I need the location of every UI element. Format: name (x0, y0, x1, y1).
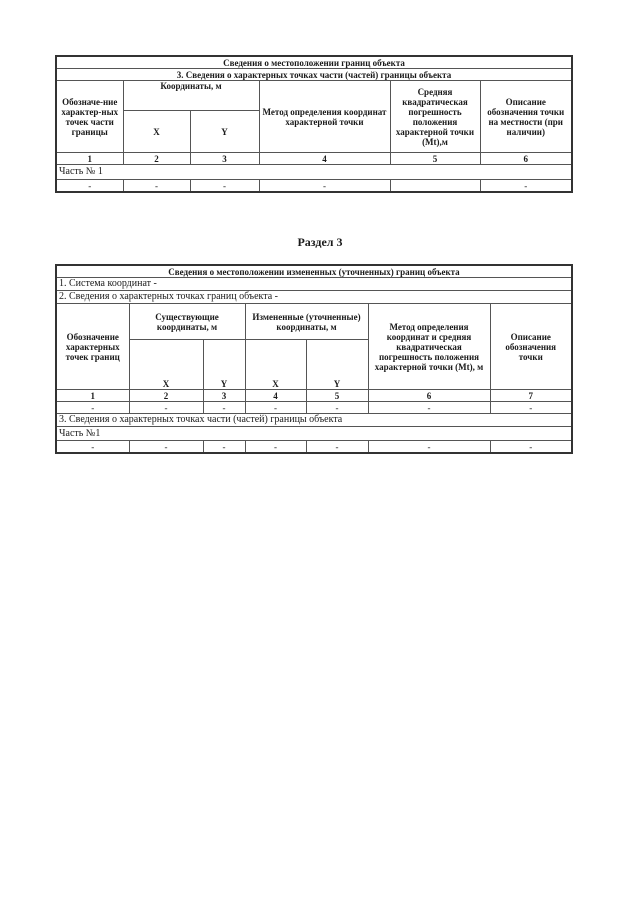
table-cell: - (56, 402, 129, 414)
table-cell: - (129, 402, 203, 414)
header-error: Средняя квадратическая погрешность положения характерной точки (Mt),м (390, 81, 480, 153)
header-description: Описание обозначения точки (490, 304, 572, 390)
table-cell: - (245, 441, 306, 454)
part-label: Часть № 1 (56, 165, 572, 180)
table-cell: - (56, 441, 129, 454)
coordinate-system-line: 1. Система координат - (56, 278, 572, 291)
col-number: 4 (245, 390, 306, 402)
col-number: 1 (56, 153, 123, 165)
col-number: 5 (306, 390, 368, 402)
table-cell: - (245, 402, 306, 414)
boundary-points-line: 2. Сведения о характерных точках границ объекта - (56, 291, 572, 304)
col-number: 1 (56, 390, 129, 402)
header-y: Y (203, 340, 245, 390)
table-cell: - (259, 180, 390, 193)
column-numbers-row (56, 153, 572, 165)
header-existing-coordinates: Существующие координаты, м (129, 304, 245, 340)
boundary-points-table (55, 55, 573, 193)
header-x: X (123, 111, 190, 153)
header-coordinates: Координаты, м (123, 81, 259, 111)
table-cell: - (56, 180, 123, 193)
table-title: Сведения о местоположении границ объекта (56, 56, 572, 69)
table-subtitle: 3. Сведения о характерных точках части (частей) границы объекта (56, 69, 572, 81)
col-number: 3 (190, 153, 259, 165)
section-title: Раздел 3 (297, 235, 343, 249)
col-number: 6 (480, 153, 572, 165)
col-number: 2 (129, 390, 203, 402)
table-row (56, 180, 572, 193)
table-cell: - (123, 180, 190, 193)
col-number: 7 (490, 390, 572, 402)
header-x: X (129, 340, 203, 390)
table-cell: - (368, 441, 490, 454)
table-row (56, 441, 572, 454)
column-numbers-row (56, 390, 572, 402)
col-number: 4 (259, 153, 390, 165)
table-cell: - (490, 441, 572, 454)
table-cell: - (480, 180, 572, 193)
header-description: Описание обозначения точки на местности (при наличии) (480, 81, 572, 153)
col-number: 2 (123, 153, 190, 165)
part-label: Часть №1 (56, 427, 572, 441)
changed-boundaries-table (55, 264, 573, 454)
table-title: Сведения о местоположении измененных (уточненных) границ объекта (56, 265, 572, 278)
col-number: 3 (203, 390, 245, 402)
header-y: Y (190, 111, 259, 153)
header-method: Метод определения координат и средняя квадратическая погрешность положения характерной точки (Mt), м (368, 304, 490, 390)
header-method: Метод определения координат характерной точки (259, 81, 390, 153)
col-number: 6 (368, 390, 490, 402)
header-x: X (245, 340, 306, 390)
table-cell: - (306, 441, 368, 454)
table-cell: - (490, 402, 572, 414)
table-cell: - (203, 441, 245, 454)
table-cell: - (306, 402, 368, 414)
part-points-line: 3. Сведения о характерных точках части (частей) границы объекта (56, 414, 572, 427)
header-y: Y (306, 340, 368, 390)
col-number: 5 (390, 153, 480, 165)
table-row (56, 402, 572, 414)
header-designation: Обозначе-ние характер-ных точек части границы (56, 81, 123, 153)
table-cell: - (368, 402, 490, 414)
header-designation: Обозначение характерных точек границ (56, 304, 129, 390)
header-changed-coordinates: Измененные (уточненные) координаты, м (245, 304, 368, 340)
table-cell: - (190, 180, 259, 193)
table-cell: - (203, 402, 245, 414)
table-cell (390, 180, 480, 193)
table-cell: - (129, 441, 203, 454)
